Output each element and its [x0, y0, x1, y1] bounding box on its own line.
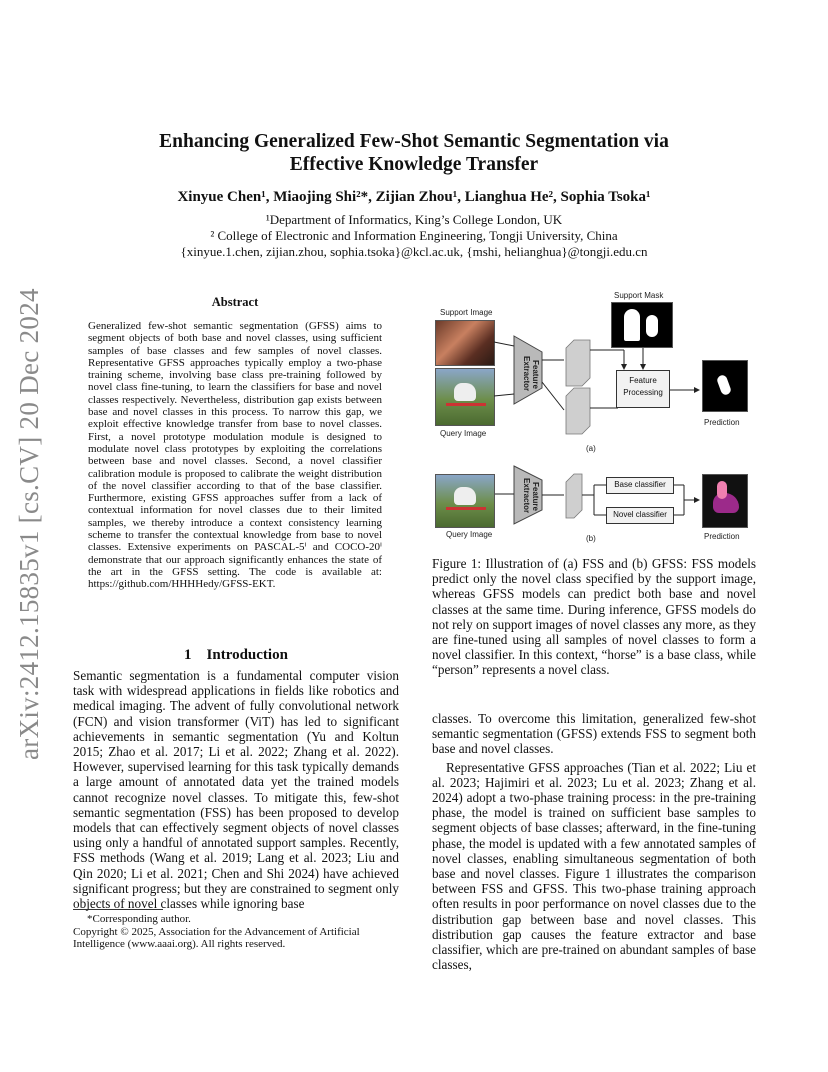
prediction-b-label: Prediction [704, 532, 740, 541]
prediction-a-label: Prediction [704, 418, 740, 427]
base-classifier-box: Base classifier [606, 477, 674, 494]
prediction-b [702, 474, 748, 528]
title-line-2: Effective Knowledge Transfer [289, 154, 539, 175]
novel-classifier-box: Novel classifier [606, 507, 674, 524]
intro-right-paragraph-2: Representative GFSS approaches (Tian et al. 2022; Liu et al. 2023; Hajimiri et al. 2023; Lu et al. 2023; Zhang et al. 2024) adopt a two-phase training process: in the pre-training phase, the model is trained on sufficient base samples to segment objects of base classes; afterward, in the fine-tuning phase, the model is updated with a few annotated samples of novel classes, enabling simultaneous segmentation of both base and novel classes. Figure 1 illustrates the comparison between FSS and GFSS. This two-phase training approach often results in poor performance on novel classes due to the distribution gap between base and novel classes. This distribution gap causes the feature extractor and base classifier, which are pre-trained on abundant samples of base classes, [432, 759, 756, 973]
figure-label-b: (b) [586, 534, 596, 543]
footnote-copyright: Copyright © 2025, Association for the Advancement of Artificial Intelligence (www.aaai.org). All rights reserved. [73, 925, 360, 950]
figure-label-a: (a) [586, 444, 596, 453]
feature-extractor-b: Feature Extractor [522, 478, 540, 514]
author-emails: {xinyue.1.chen, zijian.zhou, sophia.tsoka}@kcl.ac.uk, {mshi, helianghua}@tongji.edu.cn [180, 244, 648, 259]
support-mask-label: Support Mask [614, 291, 664, 300]
intro-right-column [432, 711, 756, 972]
figure-caption-text: Figure 1: Illustration of (a) FSS and (b) GFSS: FSS models predict only the novel class specified by the support image, whereas GFSS models can predict both base and novel classes at the same time. During inference, GFSS models do not rely on support images of novel classes any more, as they are fine-tuned using all samples of novel classes to form a novel classifier. In this context, “horse” is a base class, while “person” represents a novel class. [432, 556, 756, 678]
section-title: Introduction [206, 647, 288, 663]
abstract-text [88, 320, 382, 591]
paper-title [80, 130, 748, 176]
query-image-a-label: Query Image [440, 429, 487, 438]
author-list: Xinyue Chen¹, Miaojing Shi²*, Zijian Zhou¹, Lianghua He², Sophia Tsoka¹ [177, 189, 651, 205]
intro-paragraph-1: Semantic segmentation is a fundamental computer vision task with widespread applications in fields like robotics and medical imaging. The advent of fully convolutional network (FCN) and vision transformer (ViT) has led to significant achievements in semantic segmentation (Yu and Koltun 2015; Zhao et al. 2017; Li et al. 2022; Zhang et al. 2022). However, supervised learning for this task typically demands a large amount of annotated data yet the trained models cannot recognize novel classes. To mitigate this, few-shot semantic segmentation (FSS) has been proposed to develop models that can effectively segment objects of novel classes using only a handful of annotated support samples. Recently, FSS methods (Wang et al. 2019; Lang et al. 2023; Liu and Qin 2020; Li et al. 2021; Chen and Shi 2024) have achieved significant progress; but they are constrained to segment only objects of novel classes while ignoring base [73, 668, 399, 912]
affiliation-2: ² College of Electronic and Information Engineering, Tongji University, China [210, 228, 618, 243]
query-image-b-label: Query Image [446, 530, 493, 539]
title-line-1: Enhancing Generalized Few-Shot Semantic Segmentation via [159, 131, 669, 152]
section-number: 1 [184, 647, 192, 663]
abstract-body: Generalized few-shot semantic segmentation (GFSS) aims to segment objects of both base and novel classes, using sufficient samples of base classes and few samples of novel classes. Representative GFSS approaches typically employ a two-phase training scheme, involving base class pre-training followed by novel class fine-tuning, to learn the classifiers for base and novel classes respectively. Nevertheless, distribution gap exists between base and novel classes in this process. To narrow this gap, we exploit effective knowledge transfer from base to novel classes. First, a novel prototype modulation module is designed to modulate novel class prototypes by exploiting the correlations between base and novel classes. Second, a novel classifier calibration module is proposed to calibrate the weight distribution of the novel classifier according to that of the base classifier. Furthermore, existing GFSS approaches suffer from a lack of contextual information for novel classes due to their limited samples, we thereby introduce a context consistency learning scheme to transfer the contextual knowledge from base to novel classes. Extensive experiments on PASCAL-5ⁱ and COCO-20ⁱ demonstrate that our approach significantly enhances the state of the art in the GFSS setting. The code is available at: https://github.com/HHHHedy/GFSS-EKT. [88, 320, 382, 591]
support-image-label: Support Image [440, 308, 493, 317]
intro-right-paragraph-1: classes. To overcome this limitation, generalized few-shot semantic segmentation (GFSS) extends FSS to segment both base and novel classes. [432, 711, 756, 757]
figure-1-caption [432, 556, 756, 678]
feature-extractor-a: Feature Extractor [522, 356, 540, 392]
section-heading-introduction [73, 647, 399, 664]
affiliation-1: ¹Department of Informatics, King’s College London, UK [265, 212, 563, 227]
arxiv-identifier: arXiv:2412.15835v1 [cs.CV] 20 Dec 2024 [14, 288, 44, 760]
prediction-a [702, 360, 748, 412]
feature-processing-box: Feature Processing [616, 370, 670, 408]
support-mask [611, 302, 673, 348]
footnote-corresponding: *Corresponding author. [87, 913, 191, 925]
figure-1 [428, 286, 758, 548]
footnote [73, 913, 399, 951]
abstract-heading: Abstract [211, 295, 259, 309]
query-image-b [435, 474, 495, 528]
intro-left-column [73, 668, 399, 911]
footnote-rule [73, 909, 163, 910]
